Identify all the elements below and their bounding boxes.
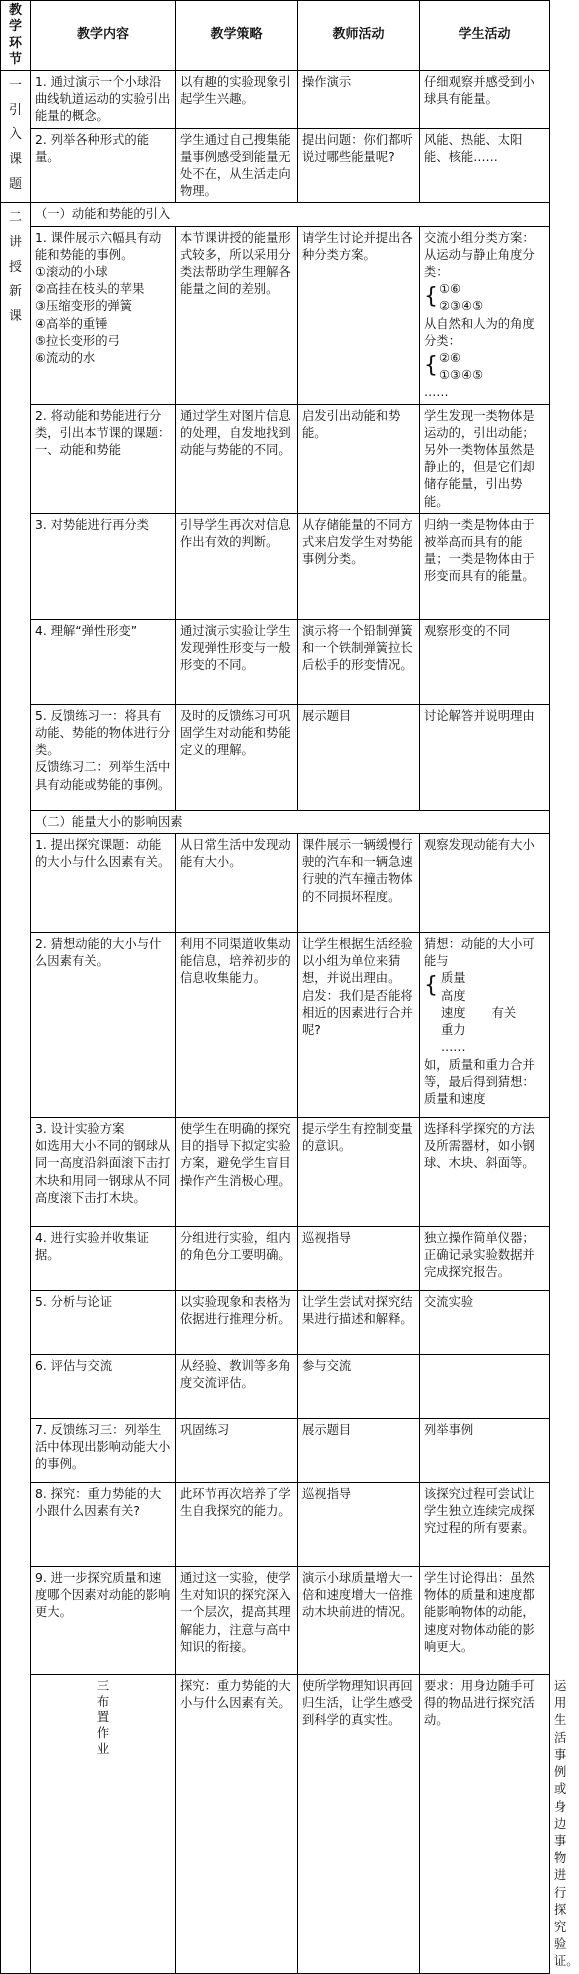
strategy-cell: 使所学物理知识再回归生活，让学生感受到科学的真实性。 [298,1675,420,1973]
guess-list [424,970,545,1056]
stage-char: 讲 [8,235,22,251]
header-stage: 教学环节 [1,1,31,71]
student-cell [420,933,550,1118]
strategy-cell: 此环节再次培养了学生自我探究的能力。 [176,1483,298,1567]
stage-char: 二 [8,210,22,226]
header-teacher: 教师活动 [298,1,420,71]
brace-icon: { [424,284,438,310]
guess-item: …… [441,1040,466,1055]
table-row [1,1118,550,1227]
table-row [1,1419,550,1483]
student-line: 如，质量和重力合并等，最后得到猜想：质量和速度 [424,1057,535,1106]
content-line: 5. 反馈练习一：将具有动能、势能的物体进行分类。 [35,708,171,758]
stage-char: 业 [96,1740,110,1756]
content-cell: 2. 列举各种形式的能量。 [31,128,176,203]
strategy-cell: 通过演示实验让学生发现弹性形变与一般形变的不同。 [176,619,298,704]
content-cell: 8. 探究：重力势能的大小跟什么因素有关? [31,1483,176,1567]
content-line: ①滚动的小球 [35,265,108,280]
stage-char: 题 [8,176,22,192]
table-row [1,933,550,1118]
content-line: 3. 设计实验方案 [35,1122,125,1137]
content-line: ⑤拉长变形的弓 [35,333,120,348]
teacher-cell: 展示题目 [298,704,420,810]
student-cell: 选择科学探究的方法及所需器材，如小钢球、木块、斜面等。 [420,1118,550,1227]
content-cell: 1. 通过演示一个小球沿曲线轨道运动的实验引出能量的概念。 [31,71,176,129]
student-cell [420,1355,550,1419]
section-heading: （二）能量大小的影响因素 [31,810,550,833]
student-cell: 学生发现一类物体是运动的，引出动能；另外一类物体虽然是静止的，但是它们却储存能量，引出势能。 [420,404,550,513]
header-row [1,1,550,71]
teacher-cell: 操作演示 [298,71,420,129]
teacher-cell: 启发引出动能和势能。 [298,404,420,513]
content-line: ③压缩变形的弹簧 [35,299,133,314]
stage-char: 引 [8,102,22,118]
table-row [1,71,550,129]
content-line: 2. 将动能和势能进行分类，引出本节课的课题： [35,408,171,440]
strategy-cell: 本节课讲授的能量形式较多，所以采用分类法帮助学生理解各能量之间的差别。 [176,226,298,404]
strategy-cell: 及时的反馈练习可巩固学生对动能和势能定义的理解。 [176,704,298,810]
student-line: 交流小组分类方案： [424,230,535,245]
teacher-cell: 要求：用身边随手可得的物品进行探究活动。 [420,1675,550,1973]
content-line: 一、动能和势能 [35,443,122,458]
strategy-cell: 以有趣的实验现象引起学生兴趣。 [176,71,298,129]
strategy-cell: 通过这一实验，使学生对知识的探究深入一个层次，提高其理解能力，注意与高中知识的衔接。 [176,1567,298,1675]
strategy-cell: 从经验、教训等多角度交流评估。 [176,1355,298,1419]
strategy-cell: 巩固练习 [176,1419,298,1483]
table-row [1,226,550,404]
content-line: ②高挂在枝头的苹果 [35,282,145,297]
table-row: 三 布 置 作 业 探究：重力势能的大小与什么因素有关。 使所学物理知识再回归生活，让学生感受到科学的真实性。 要求：用身边随手可得的物品进行探究活动。 运用生活事例或身边事物进行探究验证。 [1,1675,550,1973]
student-cell: 该探究过程可尝试让学生独立连续完成探究过程的所有要素。 [420,1483,550,1567]
brace-icon: { [424,973,438,999]
content-line: ⑥流动的水 [35,351,96,366]
guess-item: 质量 [441,971,466,986]
stage-char: 课 [8,152,22,168]
student-cell: 观察发现动能有大小 [420,834,550,933]
content-cell: 6. 评估与交流 [31,1355,176,1419]
table-row [1,1567,550,1675]
teacher-cell: 提出问题：你们都听说过哪些能量呢? [298,128,420,203]
section-row [1,810,550,833]
teacher-line: 启发：我们是否能将相近的因素进行合并呢? [302,988,413,1038]
group-item: ②③④⑤ [439,299,484,314]
strategy-cell: 通过学生对图片信息的处理，自发地找到动能与势能的不同。 [176,404,298,513]
student-cell: 讨论解答并说明理由 [420,704,550,810]
guess-item: 重力 [441,1023,466,1038]
header-content: 教学内容 [31,1,176,71]
teacher-cell: 从存储能量的不同方式来启发学生对势能事例分类。 [298,513,420,619]
teacher-cell: 提示学生有控制变量的意识。 [298,1118,420,1227]
table-row [1,1291,550,1355]
group-item: ②⑥ [439,351,462,366]
student-line: 从自然和人为的角度分类： [424,316,535,348]
teacher-line: 让学生根据生活经验以小组为单位来猜想，并说出理由。 [302,937,413,986]
student-cell: 交流实验 [420,1291,550,1355]
content-cell: 探究：重力势能的大小与什么因素有关。 [176,1675,298,1973]
guess-suffix: 有关 [491,1005,517,1020]
content-cell [31,704,176,810]
strategy-cell: 从日常生活中发现动能有大小。 [176,834,298,933]
group-item: ①③④⑤ [439,368,484,383]
content-cell: 1. 提出探究课题：动能的大小与什么因素有关。 [31,834,176,933]
content-cell: 7. 反馈练习三：列举生活中体现出影响动能大小的事例。 [31,1419,176,1483]
group-item: ①⑥ [439,282,462,297]
table-row [1,128,550,203]
section-heading: （一）动能和势能的引入 [31,203,550,226]
content-line: 反馈练习二：列举生活中具有动能或势能的事例。 [35,760,171,792]
content-cell: 5. 分析与论证 [31,1291,176,1355]
table-row [1,513,550,619]
teacher-cell: 课件展示一辆缓慢行驶的汽车和一辆急速行驶的汽车撞击物体的不同损坏程度。 [298,834,420,933]
stage-char: 新 [8,284,22,300]
content-line: 如选用大小不同的钢球从同一高度沿斜面滚下击打木块和用同一钢球从不同高度滚下击打木块。 [35,1139,171,1205]
stage-char: 授 [8,259,22,275]
student-line: 从运动与静止角度分类： [424,247,535,280]
content-line: 1. 课件展示六幅具有动能和势能的事例。 [35,230,162,262]
stage-2-cell [1,203,31,1973]
teacher-cell: 巡视指导 [298,1483,420,1567]
stage-1-cell [1,71,31,203]
content-cell: 4. 理解“弹性形变” [31,619,176,704]
stage-char: 入 [8,127,22,143]
strategy-cell: 分组进行实验，组内的角色分工要明确。 [176,1227,298,1291]
student-cell [420,226,550,404]
strategy-cell: 引导学生再次对信息作出有效的判断。 [176,513,298,619]
student-cell: 仔细观察并感受到小球具有能量。 [420,71,550,129]
table-row [1,619,550,704]
content-cell [31,1118,176,1227]
student-cell: 独立操作简单仪器；正确记录实验数据并完成探究报告。 [420,1227,550,1291]
table-row [1,834,550,933]
teacher-cell: 展示题目 [298,1419,420,1483]
stage-char: 作 [96,1724,110,1740]
teacher-cell: 演示将一个铅制弹簧和一个铁制弹簧拉长后松手的形变情况。 [298,619,420,704]
student-cell: 观察形变的不同 [420,619,550,704]
grouping-a [424,281,545,315]
teacher-cell: 演示小球质量增大一倍和速度增大一倍推动木块前进的情况。 [298,1567,420,1675]
strategy-cell: 以实验现象和表格为依据进行推理分析。 [176,1291,298,1355]
stage-char: 三 [96,1678,110,1694]
teacher-cell: 让学生尝试对探究结果进行描述和解释。 [298,1291,420,1355]
content-cell: 4. 进行实验并收集证据。 [31,1227,176,1291]
student-cell: 风能、热能、太阳能、核能…… [420,128,550,203]
table-row [1,1355,550,1419]
section-row [1,203,550,226]
teacher-cell: 巡视指导 [298,1227,420,1291]
header-student: 学生活动 [420,1,550,71]
teacher-cell: 参与交流 [298,1355,420,1419]
student-line: …… [424,385,449,400]
stage-char: 置 [96,1709,110,1725]
student-cell: 学生讨论得出：虽然物体的质量和速度都能影响物体的动能，速度对物体动能的影响更大。 [420,1567,550,1675]
strategy-cell: 利用不同渠道收集动能信息，培养初步的信息收集能力。 [176,933,298,1118]
student-cell: 归纳一类是物体由于被举高而具有的能量；一类是物体由于形变而具有的能量。 [420,513,550,619]
table-row [1,1227,550,1291]
stage-char: 布 [96,1693,110,1709]
brace-icon: { [424,353,438,379]
content-cell: 2. 猜想动能的大小与什么因素有关。 [31,933,176,1118]
content-cell [31,404,176,513]
table-row [1,404,550,513]
stage-char: 课 [8,309,22,325]
table-row [1,1483,550,1567]
content-line: ④高举的重锤 [35,316,108,331]
header-strategy: 教学策略 [176,1,298,71]
stage-char: 一 [8,78,22,93]
content-cell: 3. 对势能进行再分类 [31,513,176,619]
grouping-b [424,350,545,384]
teacher-cell [298,933,420,1118]
student-line: 猜想：动能的大小可能与 [424,937,535,969]
guess-item: 高度 [441,988,466,1003]
content-cell: 9. 进一步探究质量和速度哪个因素对动能的影响更大。 [31,1567,176,1675]
teacher-cell: 请学生讨论并提出各种分类方案。 [298,226,420,404]
content-cell [31,226,176,404]
strategy-cell: 学生通过自己搜集能量事例感受到能量无处不在，从生活走向物理。 [176,128,298,203]
guess-item: 速度 [441,1005,466,1020]
student-cell: 列举事例 [420,1419,550,1483]
strategy-cell: 使学生在明确的探究目的指导下拟定实验方案，避免学生盲目操作产生消极心理。 [176,1118,298,1227]
stage-3-cell [31,1675,176,1973]
table-row [1,704,550,810]
